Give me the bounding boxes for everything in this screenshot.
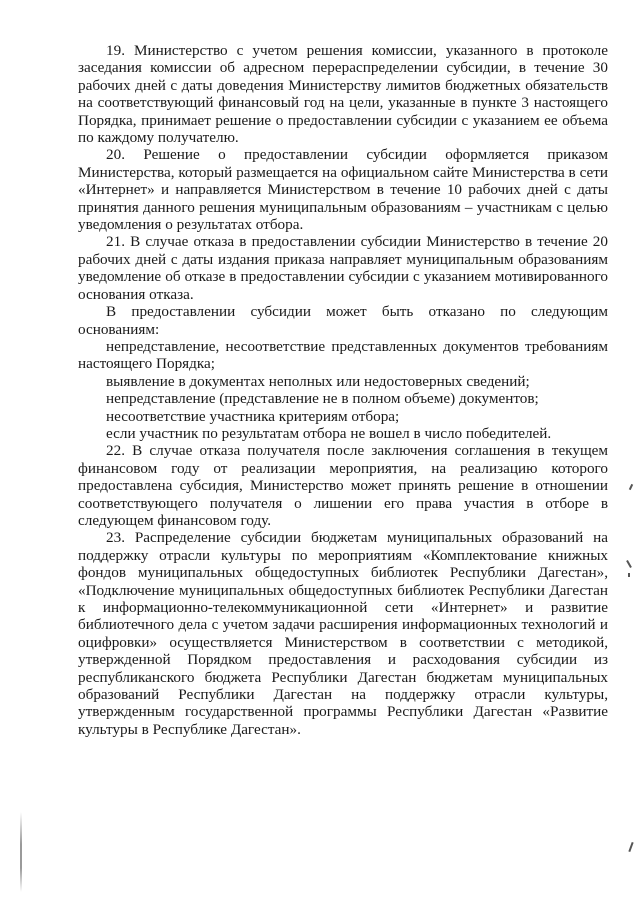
document-page	[78, 42, 608, 738]
refusal-ground-item: непредставление (представление не в полном объеме) документов;	[106, 390, 539, 408]
scan-edge-line	[20, 812, 22, 892]
refusal-ground-item: если участник по результатам отбора не вошел в число победителей.	[106, 424, 552, 442]
refusal-ground-item: несоответствие участника критериям отбора;	[106, 407, 400, 425]
scan-artifact	[628, 573, 630, 577]
paragraph-21: 21. В случае отказа в предоставлении субсидии Министерство в течение 20 рабочих дней с даты издания приказа направляет муниципальным образованиям уведомление об отказе в предоставлении субсидии с указанием мотивированного основания отказа.	[78, 233, 608, 303]
paragraph-19: 19. Министерство с учетом решения комиссии, указанного в протоколе заседания комиссии об адресном перераспределении субсидии, в течение 30 рабочих дней с даты доведения Министерству лимитов бюджетных обязательств на соответствующий финансовый год на цели, указанные в пункте 3 настоящего Порядка, принимает решение о предоставлении субсидии с указанием ее объема по каждому получателю.	[78, 42, 608, 147]
paragraph-22: 22. В случае отказа получателя после заключения соглашения в текущем финансовом году от реализации мероприятия, на реализацию которого предоставлена субсидия, Министерство может принять решение в отношении соответствующего получателя о лишении его права участия в отборе в следующем финансовом году.	[78, 442, 608, 529]
refusal-ground-item: выявление в документах неполных или недостоверных сведений;	[106, 372, 530, 390]
refusal-ground-item: непредставление, несоответствие представленных документов требованиям настоящего Порядка;	[78, 337, 608, 373]
scan-artifact	[626, 560, 632, 568]
scan-artifact	[629, 484, 633, 490]
paragraph-23: 23. Распределение субсидии бюджетам муниципальных образований на поддержку отрасли культуры по мероприятиям «Комплектование книжных фондов муниципальных общедоступных библиотек Республики Дагестан», «Подключение муниципальных общедоступных библиотек Республики Дагестан к информационно-телекоммуникационной сети «Интернет» и развитие библиотечного дела с учетом задачи расширения информационных технологий и оцифровки» осуществляется Министерством в соответствии с методикой, утвержденной Порядком предоставления и расходования субсидии из республиканского бюджета Республики Дагестан бюджетам муниципальных образований Республики Дагестан на поддержку отрасли культуры, утвержденным государственной программы Республики Дагестан «Развитие культуры в Республике Дагестан».	[78, 529, 608, 738]
paragraph-20: 20. Решение о предоставлении субсидии оформляется приказом Министерства, который размещается на официальном сайте Министерства в сети «Интернет» и направляется Министерством в течение 10 рабочих дней с даты принятия данного решения муниципальным образованиям – участникам с целью уведомления о результатах отбора.	[78, 146, 608, 234]
refusal-grounds-intro: В предоставлении субсидии может быть отказано по следующим основаниям:	[78, 303, 608, 338]
scan-artifact	[628, 842, 633, 852]
